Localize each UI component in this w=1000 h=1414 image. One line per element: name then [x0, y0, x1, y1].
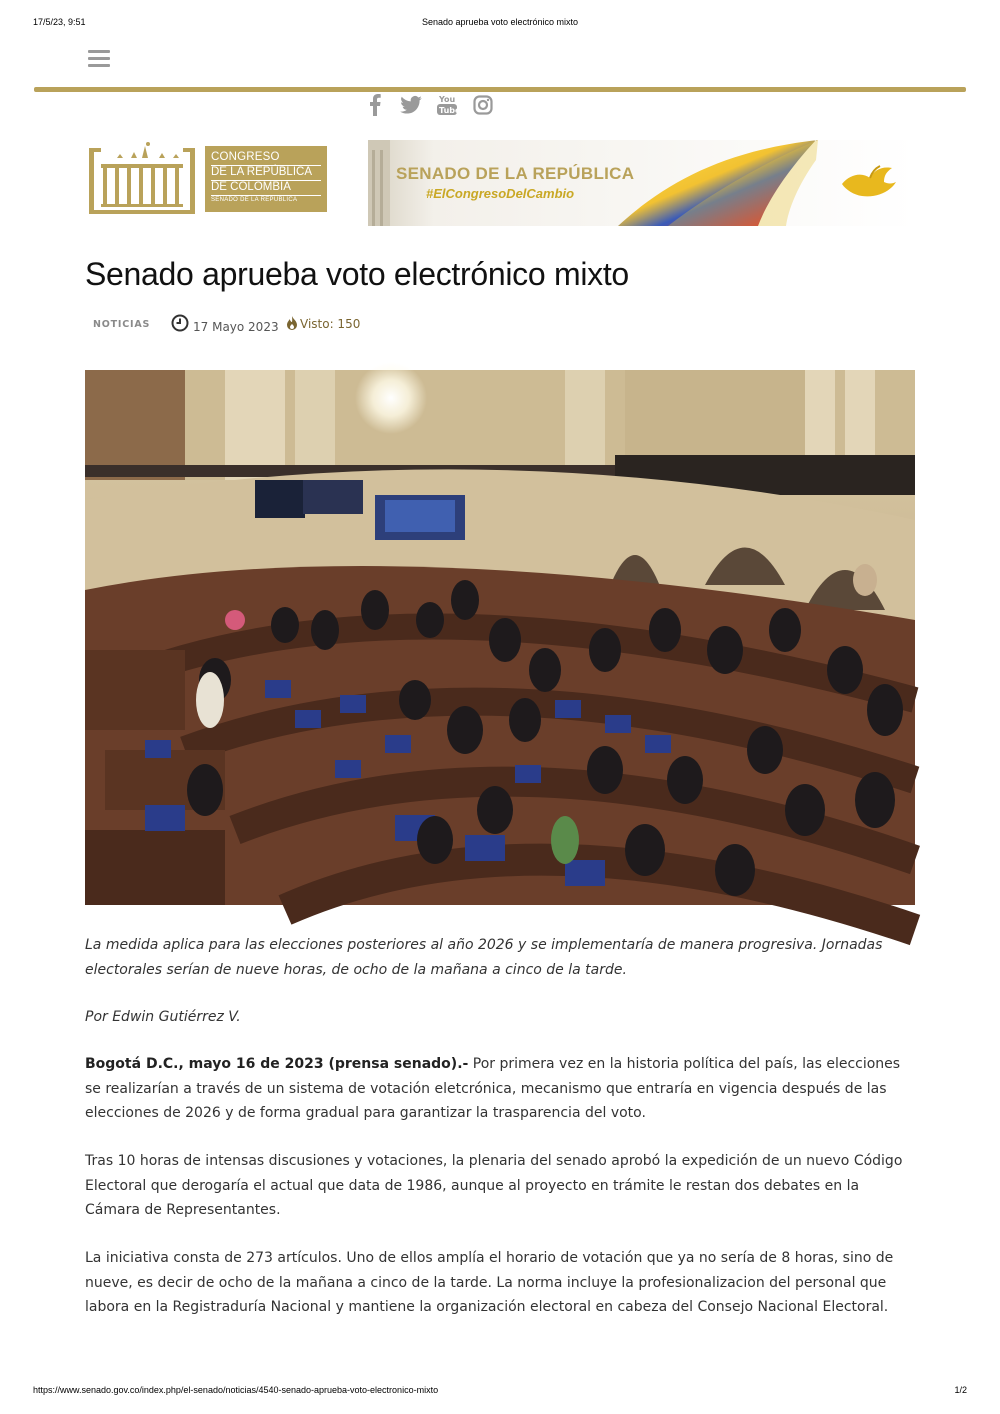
instagram-icon[interactable] — [472, 94, 494, 116]
article-lead: La medida aplica para las elecciones posteriores al año 2026 y se implementaría de manera progresiva. Jornadas electorales serían de nueve horas, de ocho de la mañana a cinco de la tarde. — [85, 937, 883, 978]
senado-banner[interactable] — [368, 140, 916, 226]
logo-line-2: DE LA REPÚBLICA — [211, 166, 321, 181]
fire-icon — [286, 316, 298, 330]
paragraph-1-dateline: Bogotá D.C., mayo 16 de 2023 (prensa senado).- — [85, 1056, 469, 1072]
print-url: https://www.senado.gov.co/index.php/el-senado/noticias/4540-senado-aprueba-voto-electronico-mixto — [33, 1385, 439, 1395]
category-link[interactable]: NOTICIAS — [93, 319, 151, 330]
article-title: Senado aprueba voto electrónico mixto — [85, 256, 629, 292]
facebook-icon[interactable] — [364, 94, 386, 116]
paragraph-1-text: Por primera vez en la historia política del país, las elecciones se realizarían a través de un sistema de votación eletcrónica, mecanismo que entraría en vigencia después de las elecciones de 2026 y de forma gradual para garantizar la trasparencia del voto. — [85, 1056, 901, 1121]
print-datetime: 17/5/23, 9:51 — [33, 17, 86, 27]
logo-line-1: CONGRESO — [211, 151, 321, 166]
print-page-number: 1/2 — [954, 1385, 967, 1395]
menu-icon[interactable] — [88, 50, 110, 68]
banner-hashtag: #ElCongresoDelCambio — [426, 186, 575, 201]
svg-text:Tube: Tube — [439, 106, 461, 115]
header-divider — [34, 87, 966, 92]
senate-chamber-image — [85, 370, 915, 905]
article-byline: Por Edwin Gutiérrez V. — [85, 1009, 241, 1025]
logo-line-3: DE COLOMBIA — [211, 181, 321, 196]
article-meta — [93, 314, 493, 336]
paragraph-2: Tras 10 horas de intensas discusiones y votaciones, la plenaria del senado aprobó la expedición de un nuevo Código Electoral que derogaría el actual que data de 1986, aunque al proyecto en trámite le restan dos debates en la Cámara de Representantes. — [85, 1153, 903, 1218]
logo-line-4: SENADO DE LA REPÚBLICA — [211, 197, 298, 203]
print-page-title: Senado aprueba voto electrónico mixto — [421, 17, 579, 27]
youtube-icon[interactable] — [436, 94, 461, 116]
view-count: Visto: 150 — [300, 317, 361, 331]
paragraph-1 — [85, 1052, 915, 1126]
clock-icon — [171, 314, 189, 332]
capitol-emblem-icon — [87, 140, 197, 216]
article-photo — [85, 370, 915, 905]
twitter-icon[interactable] — [400, 94, 422, 116]
banner-title: SENADO DE LA REPÚBLICA — [396, 164, 635, 183]
publish-date: 17 Mayo 2023 — [193, 320, 279, 334]
paragraph-3: La iniciativa consta de 273 artículos. Uno de ellos amplía el horario de votación que ya no sería de 8 horas, sino de nueve, es decir de ocho de la mañana a cinco de la tarde. La norma incluye la profesionalizacion del personal que labora en la Registraduría Nacional y mantiene la organización electoral en cabeza del Consejo Nacional Electoral. — [85, 1250, 894, 1315]
svg-text:You: You — [439, 95, 456, 104]
congreso-logo[interactable] — [87, 140, 329, 216]
social-links — [364, 94, 494, 116]
logo-wordmark — [205, 146, 327, 212]
